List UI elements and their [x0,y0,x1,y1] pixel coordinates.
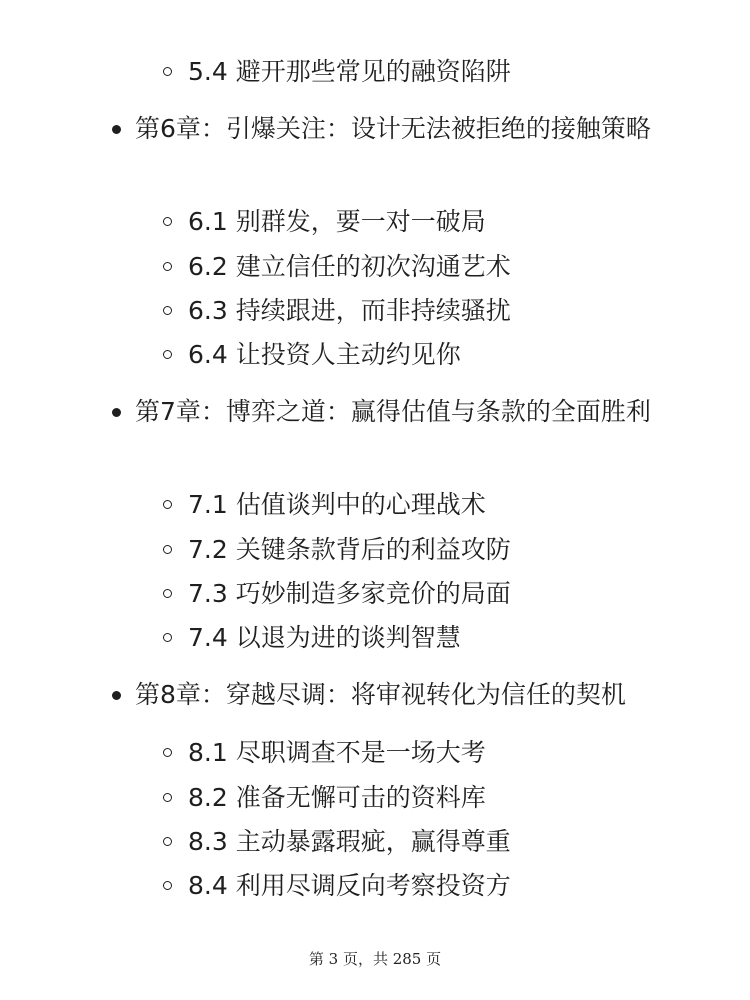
page-number-footer: 第 3 页，共 285 页 [308,950,442,968]
circle-bullet-icon [163,545,172,554]
circle-bullet-icon [163,306,172,315]
circle-bullet-icon [163,633,172,642]
section-item-8-1: 8.1 尽职调查不是一场大考 [188,738,486,767]
chapter-item-6: 第6章：引爆关注：设计无法被拒绝的接触策略 [135,114,651,143]
section-item-7-3: 7.3 巧妙制造多家竞价的局面 [188,579,511,608]
section-item-6-4: 6.4 让投资人主动约见你 [188,340,461,369]
chapter-item-8: 第8章：穿越尽调：将审视转化为信任的契机 [135,680,626,709]
section-item-6-3: 6.3 持续跟进，而非持续骚扰 [188,296,511,325]
circle-bullet-icon [163,67,172,76]
circle-bullet-icon [163,748,172,757]
circle-bullet-icon [163,262,172,271]
circle-bullet-icon [163,881,172,890]
section-item-7-1: 7.1 估值谈判中的心理战术 [188,490,486,519]
section-item-5-4: 5.4 避开那些常见的融资陷阱 [188,57,511,86]
circle-bullet-icon [163,589,172,598]
circle-bullet-icon [163,350,172,359]
section-item-8-2: 8.2 准备无懈可击的资料库 [188,783,486,812]
section-item-8-4: 8.4 利用尽调反向考察投资方 [188,871,511,900]
chapter-item-7: 第7章：博弈之道：赢得估值与条款的全面胜利 [135,397,651,426]
section-item-6-1: 6.1 别群发，要一对一破局 [188,207,486,236]
section-item-7-2: 7.2 关键条款背后的利益攻防 [188,535,511,564]
circle-bullet-icon [163,837,172,846]
circle-bullet-icon [163,793,172,802]
circle-bullet-icon [163,500,172,509]
disc-bullet-icon [112,408,121,417]
section-item-8-3: 8.3 主动暴露瑕疵，赢得尊重 [188,827,511,856]
section-item-6-2: 6.2 建立信任的初次沟通艺术 [188,252,511,281]
section-item-7-4: 7.4 以退为进的谈判智慧 [188,623,461,652]
disc-bullet-icon [112,125,121,134]
disc-bullet-icon [112,691,121,700]
circle-bullet-icon [163,217,172,226]
